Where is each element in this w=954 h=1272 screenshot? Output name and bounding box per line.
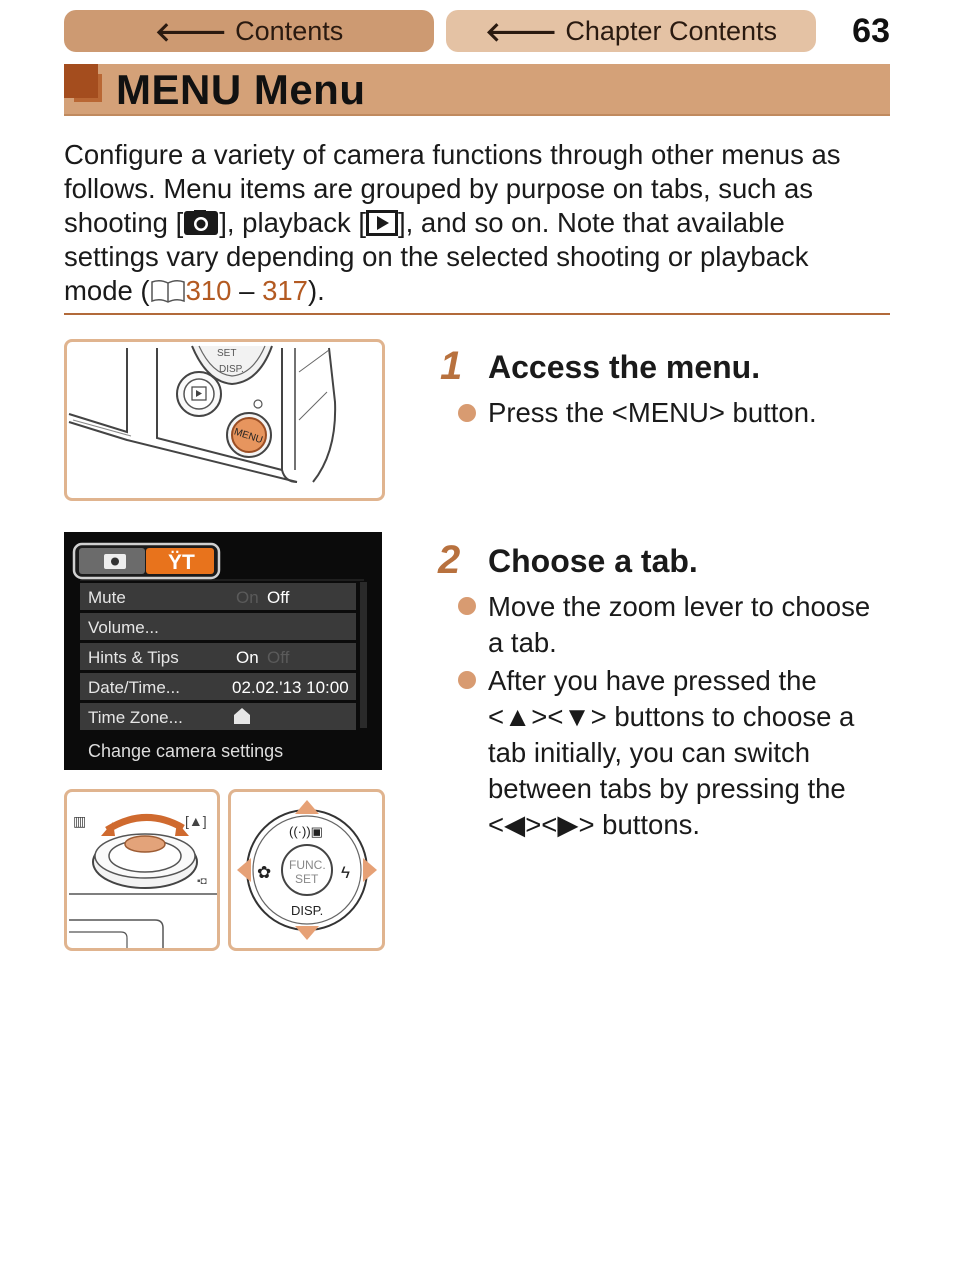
zoom-lever-illustration [67, 792, 217, 948]
menu-row-value-inactive: Off [267, 648, 290, 667]
page-ref-separator: – [231, 275, 263, 306]
step-1-bullet-1: Press the <MENU> button. [488, 397, 817, 428]
set-label: SET [217, 348, 237, 359]
menu-row-label: Date/Time... [88, 678, 180, 697]
step-2-bullet-1: Move the zoom lever to choose a tab. [488, 591, 871, 658]
divider [64, 313, 890, 315]
intro-text-1: Configure a variety of camera functions through other menus as follows. Menu items are grouped by purpose on tabs, such as shooting [ [64, 139, 841, 238]
intro-text-2: ], playback [ [219, 207, 367, 238]
left-arrow-icon[interactable] [237, 858, 251, 882]
arrow-left-icon: 🡐 [154, 16, 228, 47]
camera-menu-button-figure [64, 339, 385, 501]
page-ref-end-link[interactable]: 317 [262, 275, 308, 306]
zoom-lever-knob[interactable] [125, 836, 165, 852]
intro-text-3: ], and so on. Note that available settings vary depending on the selected shooting or playback mode ( [64, 207, 809, 306]
wide-icon: ▥ [73, 813, 87, 829]
menu-row-label: Hints & Tips [88, 648, 179, 667]
menu-button-label: MENU [232, 426, 264, 447]
down-arrow-icon[interactable] [295, 926, 319, 940]
arrow-left-icon [101, 822, 115, 836]
menu-row-value: Off [267, 588, 290, 607]
menu-screen-figure [64, 532, 382, 770]
contents-button[interactable] [64, 10, 434, 52]
chapter-contents-label: Chapter Contents [565, 15, 778, 46]
menu-row-value: On [236, 648, 259, 667]
set-label: SET [295, 872, 319, 886]
control-dial-illustration [231, 792, 382, 948]
macro-icon: ✿ [257, 863, 272, 882]
menu-row-value: 02.02.'13 10:00 [232, 678, 349, 697]
menu-row-label: Volume... [88, 618, 159, 637]
bullet-icon [458, 597, 476, 615]
arrow-left-icon: 🡐 [484, 16, 558, 47]
menu-row-value-inactive: On [236, 588, 259, 607]
chapter-contents-button[interactable] [446, 10, 816, 52]
page-ref-start-link[interactable]: 310 [185, 275, 232, 306]
bullet-icon [458, 671, 476, 689]
wrench-tab-icon: ŸT [168, 551, 195, 574]
func-label: FUNC. [289, 858, 326, 872]
step-1-number: 1 [440, 344, 463, 388]
book-icon [150, 278, 186, 304]
step-2-title: Choose a tab. [488, 543, 698, 579]
menu-row-label: Time Zone... [88, 708, 183, 727]
flash-icon: ϟ [341, 863, 350, 882]
intro-text-4: ). [307, 275, 325, 306]
camera-icon [183, 210, 219, 236]
right-arrow-icon[interactable] [363, 858, 377, 882]
menu-row-label: Mute [88, 588, 126, 607]
step-2-bullet-2: After you have pressed the <▲><▼> buttons to choose a tab initially, you can switch between tabs by pressing the <◀><▶> buttons. [488, 665, 855, 840]
zoom-lever-figure [64, 789, 220, 951]
svg-text:▪◘: ▪◘ [197, 876, 207, 887]
bullet-icon [458, 404, 476, 422]
title-square-icon [64, 64, 98, 98]
tele-icon: [▲] [185, 813, 207, 829]
page-number: 63 [852, 12, 890, 50]
disp-label: DISP. [291, 903, 324, 918]
disp-label: DISP. [219, 364, 244, 375]
step-1-title: Access the menu. [488, 349, 761, 385]
control-dial-figure [228, 789, 385, 951]
step-2-number: 2 [438, 538, 461, 582]
menu-footer-hint: Change camera settings [88, 741, 284, 761]
playback-icon [366, 210, 398, 236]
menu-screen-illustration [64, 532, 382, 770]
intro-paragraph [64, 138, 864, 308]
camera-back-illustration [67, 342, 382, 498]
wifi-exposure-icon: ((·))▣ [289, 824, 323, 839]
contents-label: Contents [235, 15, 344, 46]
page-title: MENU Menu [116, 66, 366, 113]
up-arrow-icon[interactable] [295, 800, 319, 814]
